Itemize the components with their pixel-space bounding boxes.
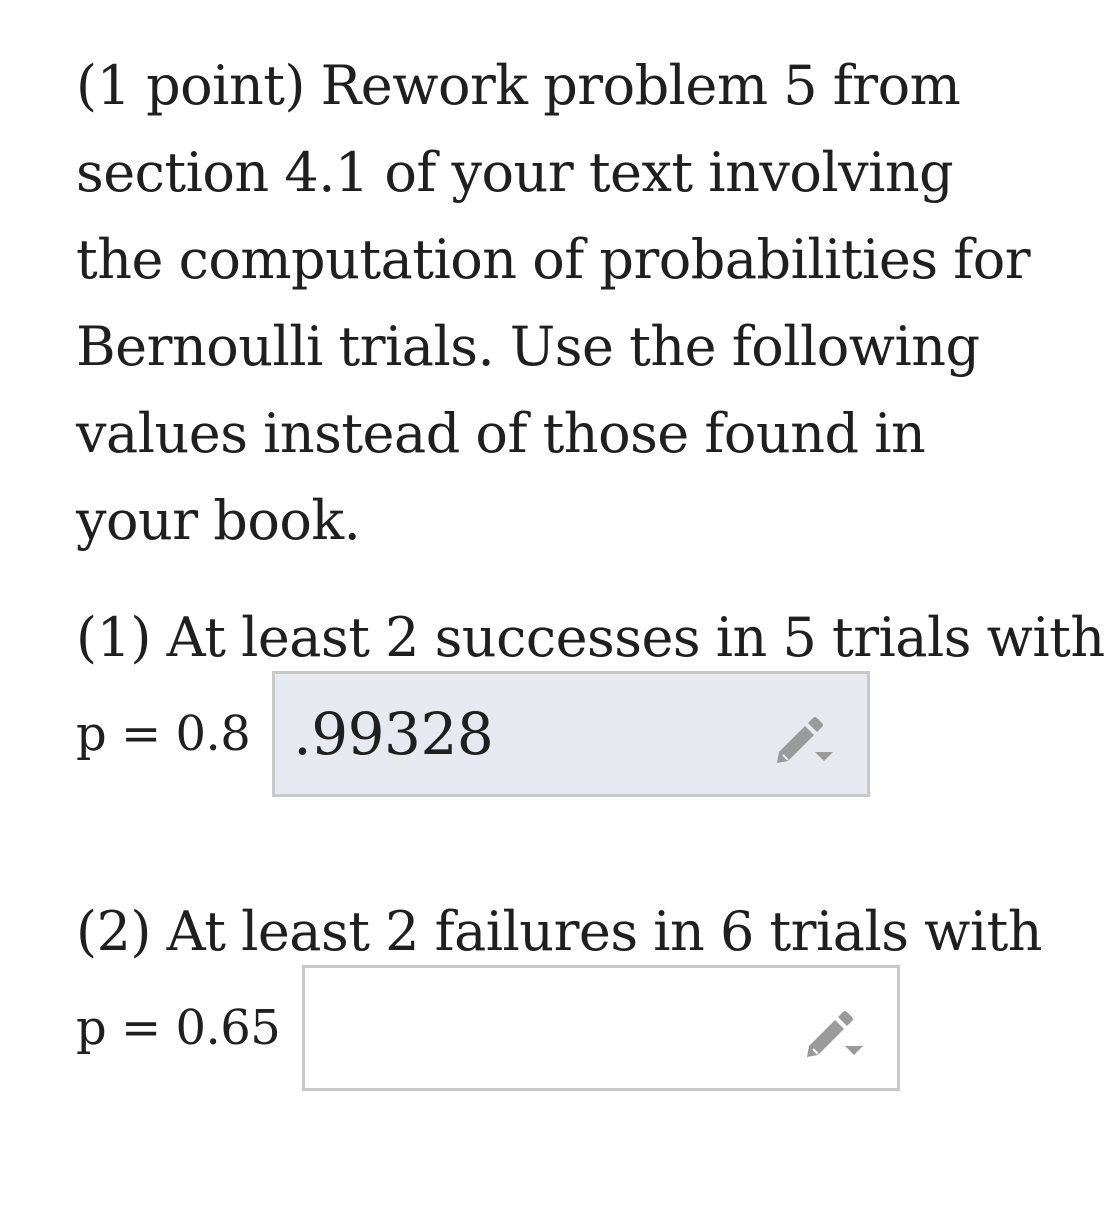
part-2-statement: (2) At least 2 failures in 6 trials with bbox=[76, 900, 1043, 963]
problem-content bbox=[76, 0, 1105, 1094]
part-1-answer-field[interactable] bbox=[272, 671, 870, 797]
part-1-answer-value: .99328 bbox=[293, 700, 494, 768]
part-2-answer-row bbox=[76, 962, 1036, 1094]
part-2-p-label: p = 0.65 bbox=[76, 1000, 281, 1056]
part-1-statement: (1) At least 2 successes in 5 trials with bbox=[76, 606, 1105, 669]
problem-intro: (1 point) Rework problem 5 from section 4.1 of your text involving the computation of probabilities for Bernoulli trials. Use the following values instead of those found in your book. bbox=[76, 54, 1031, 552]
part-1-answer-row bbox=[76, 668, 1036, 800]
problem-part-2 bbox=[76, 888, 1043, 1094]
pencil-dropdown-icon[interactable] bbox=[801, 1008, 867, 1058]
pencil-dropdown-icon[interactable] bbox=[771, 714, 837, 764]
problem-part-1 bbox=[76, 594, 1105, 800]
part-1-p-label: p = 0.8 bbox=[76, 706, 251, 762]
part-2-answer-field[interactable] bbox=[302, 965, 900, 1091]
